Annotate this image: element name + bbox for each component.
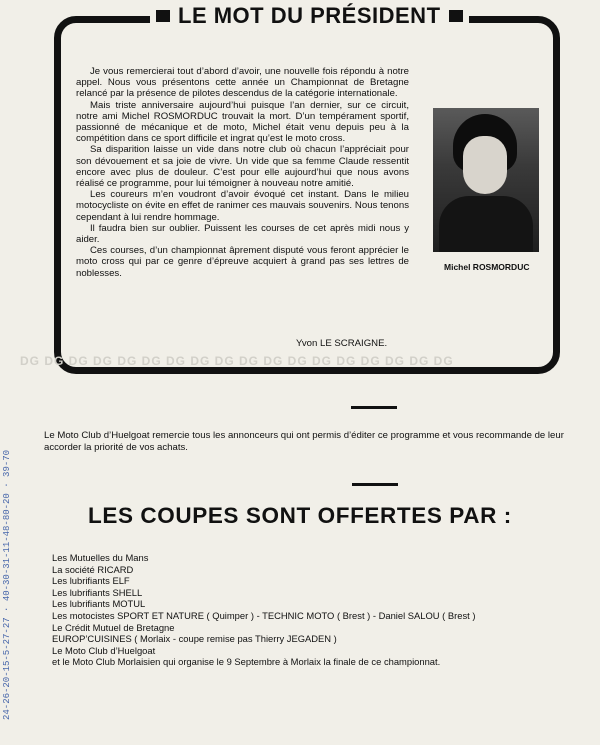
divider-rule — [351, 406, 397, 409]
sponsor-item: et le Moto Club Morlaisien qui organise le 9 Septembre à Morlaix la finale de ce championnat. — [52, 656, 441, 668]
photo-body — [439, 196, 533, 252]
photo-caption: Michel ROSMORDUC — [444, 262, 530, 272]
president-title: LE MOT DU PRÉSIDENT — [178, 3, 441, 28]
thanks-text: Le Moto Club d’Huelgoat remercie tous les annonceurs qui ont permis d’éditer ce programme et vous recommande de leur accorder la priorité de vos achats. — [44, 430, 564, 453]
president-letter — [76, 66, 409, 279]
sponsor-item: Le Crédit Mutuel de Bretagne — [52, 621, 175, 633]
president-title-banner — [150, 2, 469, 30]
title-bar-right — [449, 10, 463, 22]
letter-paragraph: Il faudra bien sur oublier. Puissent les courses de cet après midi nous y aider. — [76, 222, 409, 246]
sponsor-item: Les lubrifiants MOTUL — [52, 598, 146, 610]
letter-paragraph: Je vous remercierai tout d’abord d’avoir, une nouvelle fois répondu à notre appel. Nous vous présentons cette année un Championnat de Bretagne relancé par la présence de pilotes descendus de la catégorie internationale. — [76, 66, 409, 100]
divider-rule — [352, 483, 398, 486]
photo-face — [463, 136, 507, 194]
sponsor-item: La société RICARD — [52, 563, 134, 575]
sponsor-item: Les Mutuelles du Mans — [52, 552, 149, 563]
portrait-photo — [433, 108, 539, 252]
letter-paragraph: Les coureurs m’en voudront d’avoir évoqué cet instant. Dans le milieu motocycliste on évite en effet de ranimer ces mauvais souvenirs. Nous tenons cependant à lui rendre hommage. — [76, 189, 409, 223]
title-bar-left — [156, 10, 170, 22]
letter-paragraph: Sa disparition laisse un vide dans notre club où chacun l’appréciait pour son dévouement et sa joie de vivre. Un vide que sa femme Claude ressentit encore avec plus de douleur. C’est pour elle aujourd’hui que nous avons réalisé ce programme, pour lui témoigner à nouveau notre amitié. — [76, 144, 409, 190]
sponsor-item: Les lubrifiants ELF — [52, 575, 130, 587]
letter-paragraph: Mais triste anniversaire aujourd’hui puisque l’an dernier, sur ce circuit, notre ami Michel ROSMORDUC trouvait la mort. D’un tempérament sportif, passionné de mécanique et de moto, Michel était venu depuis peu à la compétition dans ce sport difficile et ingrat qu’est le moto cross. — [76, 99, 409, 145]
letter-paragraph: Ces courses, d’un championnat âprement disputé vous feront apprécier le moto cross qui par ce genre d’épreuve acquiert à grand pas ses lettres de noblesses. — [76, 245, 409, 279]
sponsor-item: EUROP’CUISINES ( Morlaix - coupe remise pas Thierry JEGADEN ) — [52, 633, 337, 645]
watermark-strip: DG DG DG DG DG DG DG DG DG DG DG DG DG DG DG DG DG DG — [20, 354, 454, 368]
handwritten-notes: 24-26-20-15-5-27-27 · 40-30-31-11-48-80-20 · 39-70 — [2, 449, 12, 720]
sponsor-item: Les motocistes SPORT ET NATURE ( Quimper ) - TECHNIC MOTO ( Brest ) - Daniel SALOU ( Brest ) — [52, 609, 476, 621]
sponsor-item: Les lubrifiants SHELL — [52, 586, 143, 598]
sponsor-list — [52, 552, 476, 668]
president-signature: Yvon LE SCRAIGNE. — [296, 338, 388, 349]
sponsor-item: Le Moto Club d’Huelgoat — [52, 644, 156, 656]
coupes-title: LES COUPES SONT OFFERTES PAR : — [88, 503, 512, 528]
